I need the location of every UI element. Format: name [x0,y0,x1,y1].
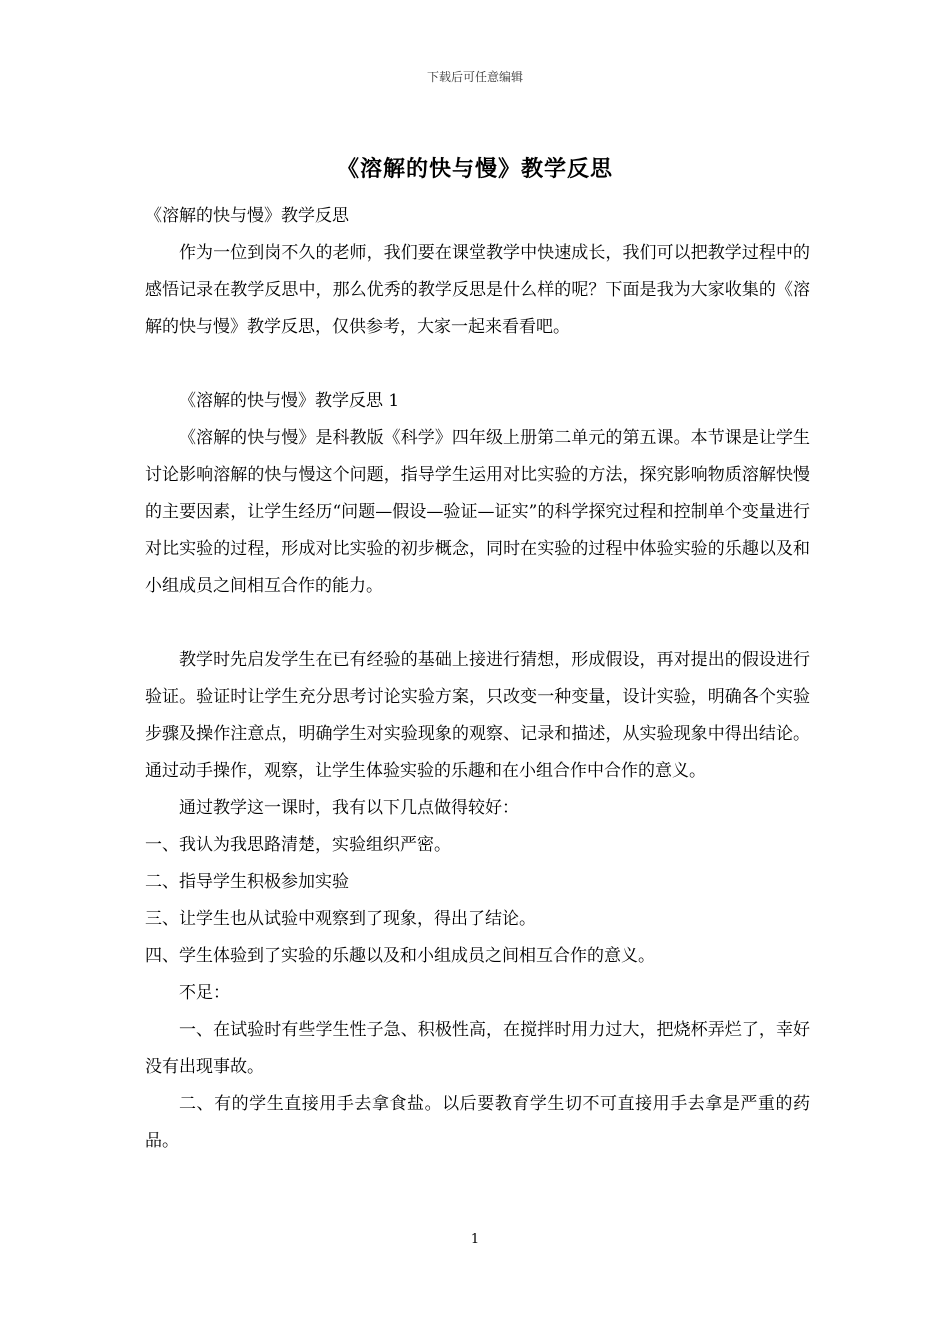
good-point-4: 四、学生体验到了实验的乐趣以及和小组成员之间相互合作的意义。 [145,946,655,966]
page-number: 1 [470,1232,480,1247]
shortcoming-1: 一、在试验时有些学生性子急、积极性高，在搅拌时用力过大，把烧杯弄烂了，幸好没有出现事故。 [145,1020,810,1077]
paragraph-1: 《溶解的快与慢》是科教版《科学》四年级上册第二单元的第五课。本节课是让学生讨论影响溶解的快与慢这个问题，指导学生运用对比实验的方法，探究影响物质溶解快慢的主要因素，让学生经历“问题—假设—验证—证实”的科学探究过程和控制单个变量进行对比实验的过程，形成对比实验的初步概念，同时在实验的过程中体验实验的乐趣以及和小组成员之间相互合作的能力。 [145,428,810,596]
section-heading: 《溶解的快与慢》教学反思 1 [179,391,400,411]
paragraph-2: 教学时先启发学生在已有经验的基础上接进行猜想，形成假设，再对提出的假设进行验证。验证时让学生充分思考讨论实验方案，只改变一种变量，设计实验，明确各个实验步骤及操作注意点，明确学生对实验现象的观察、记录和描述，从实验现象中得出结论。通过动手操作，观察，让学生体验实验的乐趣和在小组合作中合作的意义。 [145,650,810,781]
intro-paragraph: 作为一位到岗不久的老师，我们要在课堂教学中快速成长，我们可以把教学过程中的感悟记录在教学反思中，那么优秀的教学反思是什么样的呢？下面是我为大家收集的《溶解的快与慢》教学反思，仅供参考，大家一起来看看吧。 [145,243,810,337]
spacer [145,346,810,383]
spacer [145,605,810,642]
shortcoming-2: 二、有的学生直接用手去拿食盐。以后要教育学生切不可直接用手去拿是严重的药品。 [145,1094,810,1151]
paragraph-3: 通过教学这一课时，我有以下几点做得较好： [179,798,519,818]
shortcomings-label: 不足： [179,983,230,1003]
good-point-3: 三、让学生也从试验中观察到了现象，得出了结论。 [145,909,536,929]
document-title: 《溶解的快与慢》教学反思 [336,157,613,182]
document-subtitle: 《溶解的快与慢》教学反思 [145,206,349,226]
good-point-1: 一、我认为我思路清楚，实验组织严密。 [145,835,451,855]
good-point-2: 二、指导学生积极参加实验 [145,872,349,892]
document-body [145,198,810,1160]
page-header-note: 下载后可任意编辑 [426,70,523,84]
